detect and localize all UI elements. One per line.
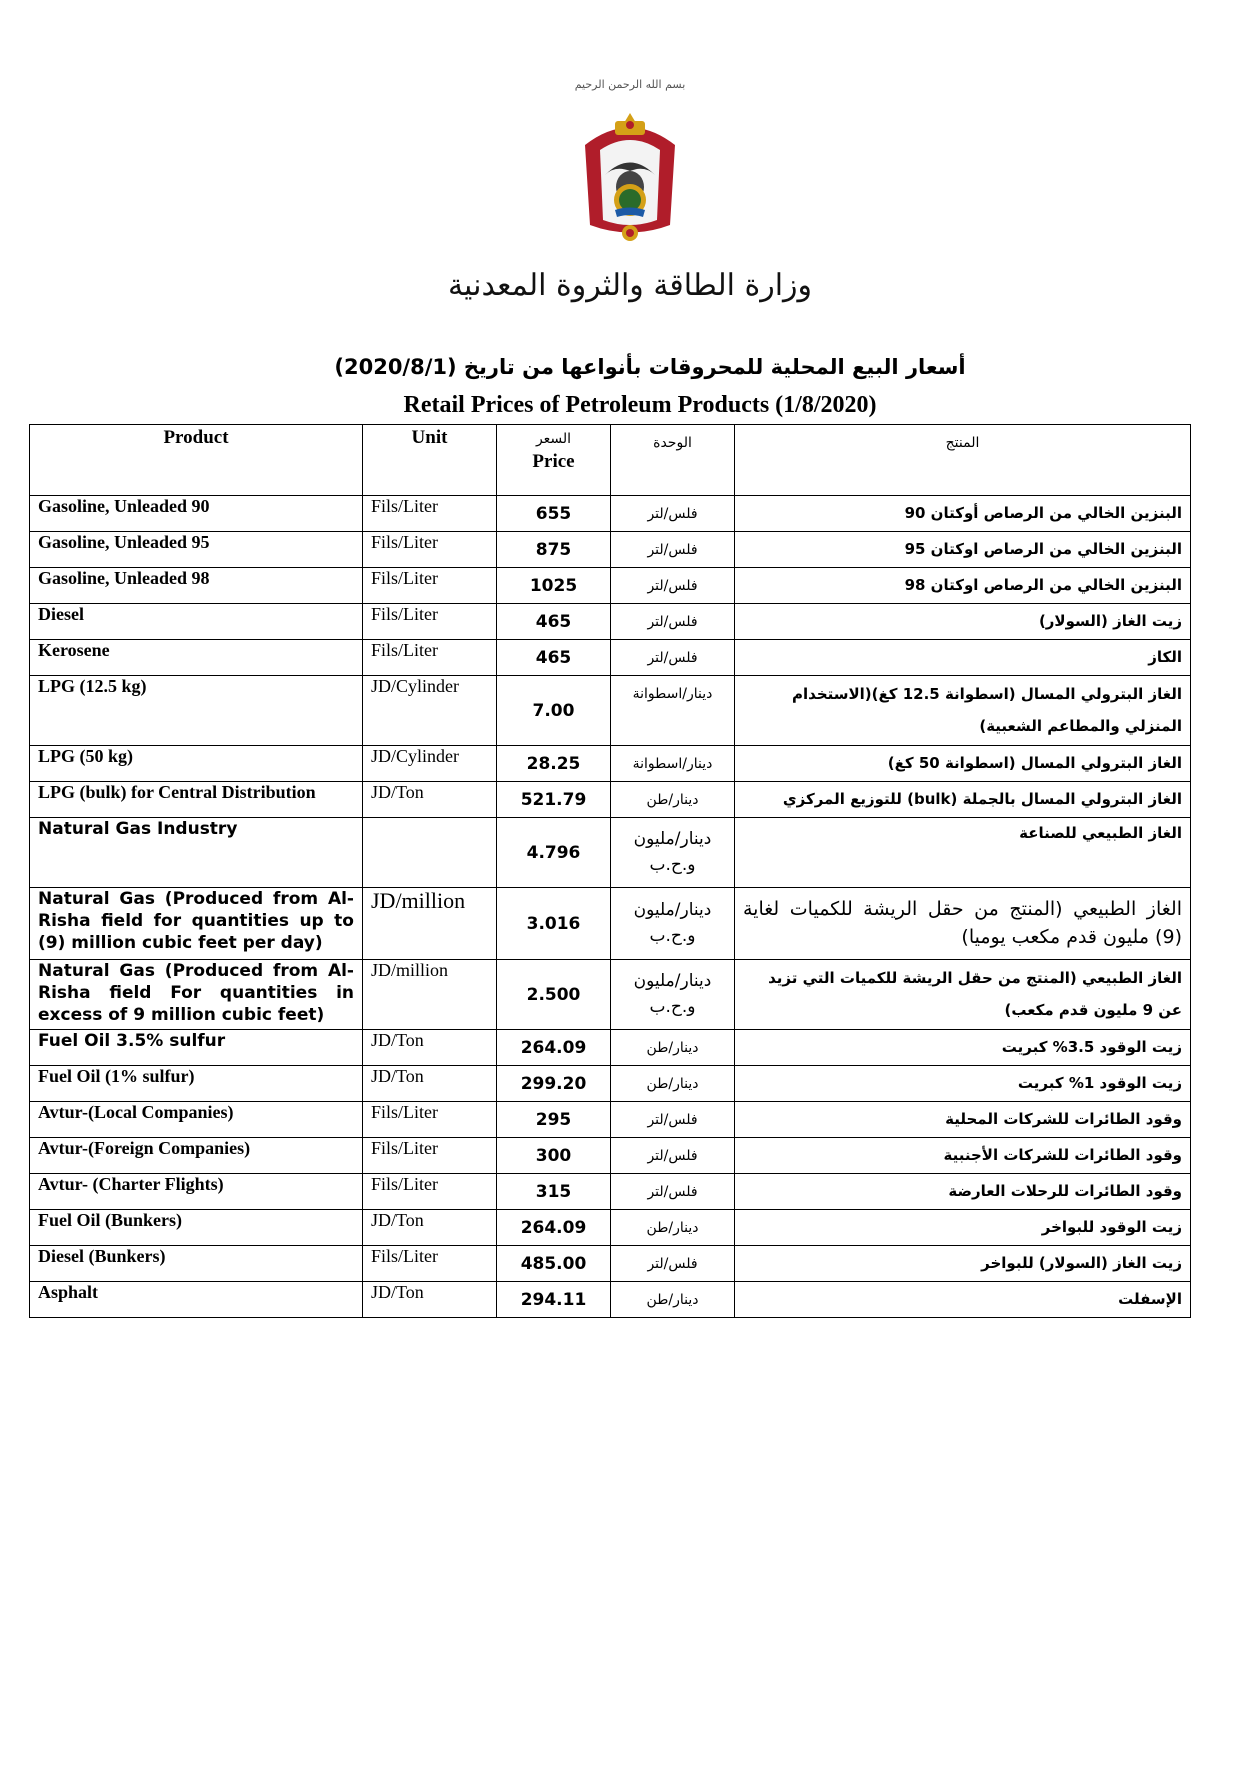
- table-row: [30, 1138, 1191, 1174]
- page-title: Retail Prices of Petroleum Products (1/8/2020): [403, 392, 877, 418]
- header-price: [497, 425, 611, 496]
- unit-cell: Fils/Liter: [363, 640, 497, 676]
- unit-cell: JD/million: [363, 888, 497, 960]
- table-row: [30, 1246, 1191, 1282]
- product-arabic-cell: زيت الوقود للبواخر: [735, 1210, 1191, 1246]
- unit-cell: Fils/Liter: [363, 568, 497, 604]
- unit-cell: Fils/Liter: [363, 1138, 497, 1174]
- product-cell: Fuel Oil (Bunkers): [30, 1210, 363, 1246]
- product-arabic-cell: البنزين الخالي من الرصاص اوكتان 98: [735, 568, 1191, 604]
- table-row: [30, 1102, 1191, 1138]
- unit-arabic-cell: دينار/اسطوانة: [611, 746, 735, 782]
- unit-arabic-cell: دينار/طن: [611, 1282, 735, 1318]
- product-arabic-cell: الغاز الطبيعي للصناعة: [735, 818, 1191, 888]
- unit-arabic-cell: دينار/طن: [611, 782, 735, 818]
- price-cell: 875: [497, 532, 611, 568]
- page-title-arabic: أسعار البيع المحلية للمحروقات بأنواعها من تاريخ (2020/8/1): [334, 355, 966, 379]
- table-row: [30, 640, 1191, 676]
- product-arabic-cell: زيت الغاز (السولار): [735, 604, 1191, 640]
- product-cell: Avtur-(Foreign Companies): [30, 1138, 363, 1174]
- unit-cell: Fils/Liter: [363, 1102, 497, 1138]
- price-cell: 485.00: [497, 1246, 611, 1282]
- price-cell: 465: [497, 604, 611, 640]
- price-cell: 655: [497, 496, 611, 532]
- prices-table: [29, 424, 1191, 1318]
- table-row: [30, 1210, 1191, 1246]
- ministry-name: وزارة الطاقة والثروة المعدنية: [447, 268, 813, 303]
- table-row: [30, 604, 1191, 640]
- unit-cell: JD/Ton: [363, 1030, 497, 1066]
- product-arabic-cell: الغاز البترولي المسال (اسطوانة 50 كغ): [735, 746, 1191, 782]
- header-unit-arabic: الوحدة: [611, 425, 735, 496]
- unit-cell: Fils/Liter: [363, 532, 497, 568]
- unit-cell: Fils/Liter: [363, 1246, 497, 1282]
- unit-arabic-cell: دينار/مليون و.ح.ب: [611, 818, 735, 888]
- table-row: [30, 532, 1191, 568]
- product-cell: Fuel Oil (1% sulfur): [30, 1066, 363, 1102]
- product-arabic-cell: الغاز البترولي المسال (اسطوانة 12.5 كغ)(الاستخدام المنزلي والمطاعم الشعبية): [735, 676, 1191, 746]
- unit-cell: Fils/Liter: [363, 604, 497, 640]
- product-cell: LPG (12.5 kg): [30, 676, 363, 746]
- unit-arabic-cell: دينار/طن: [611, 1210, 735, 1246]
- product-cell: Diesel (Bunkers): [30, 1246, 363, 1282]
- price-cell: 4.796: [497, 818, 611, 888]
- table-row: [30, 888, 1191, 960]
- unit-arabic-cell: فلس/لتر: [611, 532, 735, 568]
- product-arabic-cell: زيت الوقود 1% كبريت: [735, 1066, 1191, 1102]
- product-cell: Gasoline, Unleaded 98: [30, 568, 363, 604]
- unit-arabic-cell: دينار/طن: [611, 1030, 735, 1066]
- jordan-coat-of-arms-logo: [545, 105, 715, 250]
- unit-arabic-cell: فلس/لتر: [611, 496, 735, 532]
- basmala-header: بسم الله الرحمن الرحيم: [574, 78, 686, 91]
- unit-cell: JD/Ton: [363, 782, 497, 818]
- price-cell: 465: [497, 640, 611, 676]
- product-arabic-cell: الإسفلت: [735, 1282, 1191, 1318]
- unit-cell: JD/million: [363, 960, 497, 1030]
- product-arabic-cell: وقود الطائرات للشركات الأجنبية: [735, 1138, 1191, 1174]
- product-cell: LPG (bulk) for Central Distribution: [30, 782, 363, 818]
- product-cell: Asphalt: [30, 1282, 363, 1318]
- product-arabic-cell: البنزين الخالي من الرصاص أوكتان 90: [735, 496, 1191, 532]
- table-row: [30, 1282, 1191, 1318]
- unit-cell: JD/Ton: [363, 1282, 497, 1318]
- price-cell: 1025: [497, 568, 611, 604]
- product-arabic-cell: الغاز الطبيعي (المنتج من حقل الريشة للكميات لغاية (9) مليون قدم مكعب يوميا): [735, 888, 1191, 960]
- price-cell: 264.09: [497, 1030, 611, 1066]
- price-cell: 28.25: [497, 746, 611, 782]
- product-cell: Gasoline, Unleaded 90: [30, 496, 363, 532]
- product-cell: Natural Gas (Produced from Al-Risha field for quantities up to (9) million cubic feet per day): [30, 888, 363, 960]
- price-cell: 3.016: [497, 888, 611, 960]
- price-cell: 300: [497, 1138, 611, 1174]
- product-cell: Avtur- (Charter Flights): [30, 1174, 363, 1210]
- price-cell: 294.11: [497, 1282, 611, 1318]
- table-row: [30, 496, 1191, 532]
- product-cell: Kerosene: [30, 640, 363, 676]
- unit-cell: [363, 818, 497, 888]
- product-arabic-cell: وقود الطائرات للرحلات العارضة: [735, 1174, 1191, 1210]
- product-arabic-cell: زيت الوقود 3.5% كبريت: [735, 1030, 1191, 1066]
- unit-arabic-cell: فلس/لتر: [611, 1102, 735, 1138]
- unit-cell: JD/Cylinder: [363, 746, 497, 782]
- unit-cell: Fils/Liter: [363, 1174, 497, 1210]
- table-row: [30, 568, 1191, 604]
- table-row: [30, 746, 1191, 782]
- product-cell: LPG (50 kg): [30, 746, 363, 782]
- unit-arabic-cell: دينار/مليون و.ح.ب: [611, 960, 735, 1030]
- product-cell: Avtur-(Local Companies): [30, 1102, 363, 1138]
- unit-arabic-cell: فلس/لتر: [611, 1246, 735, 1282]
- price-cell: 299.20: [497, 1066, 611, 1102]
- price-cell: 315: [497, 1174, 611, 1210]
- unit-arabic-cell: فلس/لتر: [611, 1174, 735, 1210]
- unit-cell: Fils/Liter: [363, 496, 497, 532]
- product-cell: Natural Gas (Produced from Al-Risha field For quantities in excess of 9 million cubic feet): [30, 960, 363, 1030]
- table-row: [30, 782, 1191, 818]
- product-cell: Diesel: [30, 604, 363, 640]
- table-header-row: [30, 425, 1191, 496]
- product-arabic-cell: البنزين الخالي من الرصاص اوكتان 95: [735, 532, 1191, 568]
- unit-cell: JD/Cylinder: [363, 676, 497, 746]
- table-row: [30, 960, 1191, 1030]
- header-product-arabic: المنتج: [735, 425, 1191, 496]
- table-row: [30, 676, 1191, 746]
- product-arabic-cell: الكاز: [735, 640, 1191, 676]
- unit-arabic-cell: فلس/لتر: [611, 640, 735, 676]
- price-cell: 264.09: [497, 1210, 611, 1246]
- product-arabic-cell: زيت الغاز (السولار) للبواخر: [735, 1246, 1191, 1282]
- product-arabic-cell: الغاز الطبيعي (المنتج من حقل الريشة للكميات التي تزيد عن 9 مليون قدم مكعب): [735, 960, 1191, 1030]
- unit-cell: JD/Ton: [363, 1210, 497, 1246]
- price-cell: 295: [497, 1102, 611, 1138]
- unit-arabic-cell: فلس/لتر: [611, 568, 735, 604]
- unit-arabic-cell: فلس/لتر: [611, 604, 735, 640]
- header-price-english: Price: [532, 451, 575, 472]
- product-cell: Gasoline, Unleaded 95: [30, 532, 363, 568]
- table-row: [30, 1030, 1191, 1066]
- header-product: Product: [30, 425, 363, 496]
- product-cell: Natural Gas Industry: [30, 818, 363, 888]
- unit-arabic-cell: دينار/اسطوانة: [611, 676, 735, 746]
- product-cell: Fuel Oil 3.5% sulfur: [30, 1030, 363, 1066]
- header-price-arabic: السعر: [535, 431, 572, 447]
- price-cell: 7.00: [497, 676, 611, 746]
- product-arabic-cell: الغاز البترولي المسال بالجملة (bulk) للتوزيع المركزي: [735, 782, 1191, 818]
- table-row: [30, 1174, 1191, 1210]
- header-unit: Unit: [363, 425, 497, 496]
- table-row: [30, 1066, 1191, 1102]
- unit-arabic-cell: دينار/مليون و.ح.ب: [611, 888, 735, 960]
- table-row: [30, 818, 1191, 888]
- price-cell: 521.79: [497, 782, 611, 818]
- unit-arabic-cell: فلس/لتر: [611, 1138, 735, 1174]
- product-arabic-cell: وقود الطائرات للشركات المحلية: [735, 1102, 1191, 1138]
- price-cell: 2.500: [497, 960, 611, 1030]
- unit-cell: JD/Ton: [363, 1066, 497, 1102]
- unit-arabic-cell: دينار/طن: [611, 1066, 735, 1102]
